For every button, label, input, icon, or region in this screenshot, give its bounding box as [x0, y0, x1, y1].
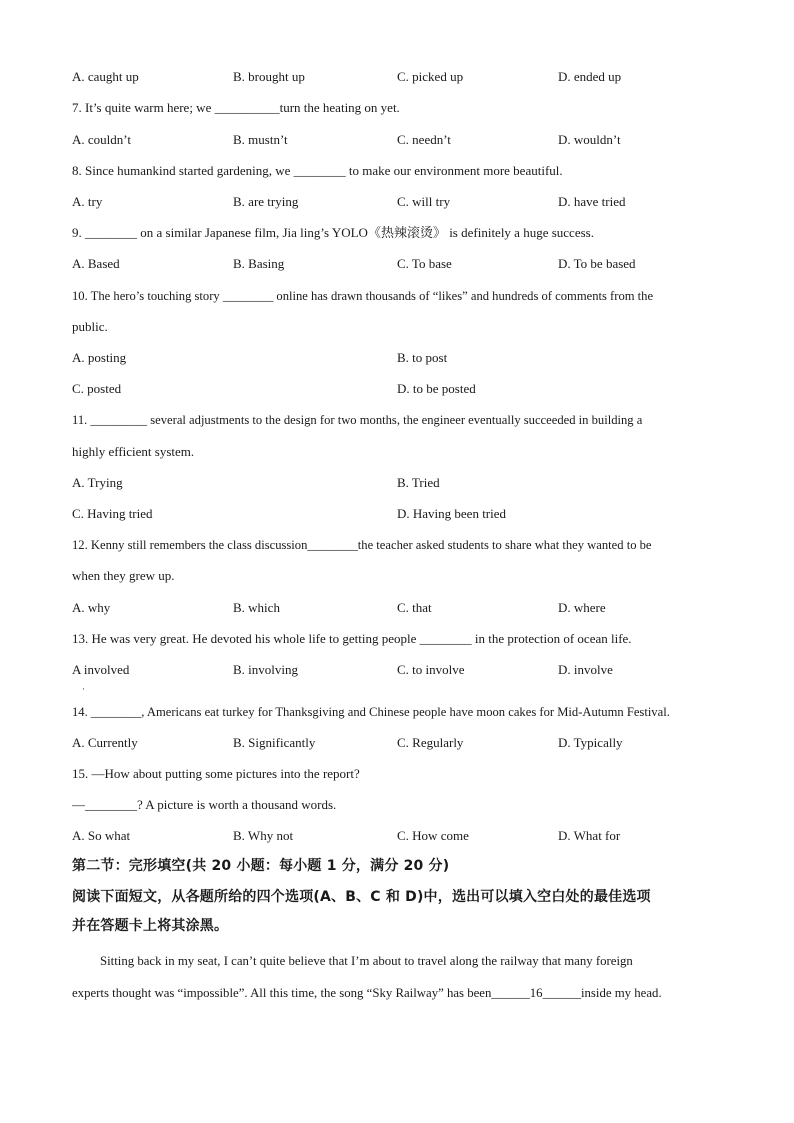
option-c: C. will try	[397, 194, 451, 209]
option-a: A. Based	[72, 256, 120, 271]
instructions-line-1: 阅读下面短文，从各题所给的四个选项(A、B、C 和 D)中，选出可以填入空白处的最佳选项	[72, 889, 651, 905]
option-b: B. involving	[233, 662, 299, 677]
option-a: A. caught up	[72, 69, 139, 84]
option-d: D. to be posted	[397, 381, 476, 396]
question-11-line-2: highly efficient system.	[72, 444, 195, 459]
question-11-line-1: 11. _________ several adjustments to the design for two months, the engineer eventually succeeded in building a	[72, 413, 643, 427]
option-a: A. posting	[72, 350, 127, 365]
option-d: D. where	[558, 600, 606, 615]
option-b: B. to post	[397, 350, 448, 365]
option-c: C. picked up	[397, 69, 464, 84]
option-a: A. try	[72, 194, 103, 209]
stray-dot: ·	[82, 684, 85, 694]
option-c: C. needn’t	[397, 132, 451, 147]
option-c: C. that	[397, 600, 432, 615]
passage-line-2: experts thought was “impossible”. All this time, the song “Sky Railway” has been______16______inside my head.	[72, 986, 662, 1000]
option-b: B. Basing	[233, 256, 285, 271]
option-c: C. Having tried	[72, 506, 153, 521]
option-b: B. are trying	[233, 194, 299, 209]
question-13: 13. He was very great. He devoted his whole life to getting people ________ in the protection of ocean life.	[72, 631, 632, 646]
option-a: A. So what	[72, 828, 131, 843]
question-10-line-1: 10. The hero’s touching story ________ online has drawn thousands of “likes” and hundreds of comments from the	[72, 289, 654, 303]
option-b: B. brought up	[233, 69, 305, 84]
option-a: A. Currently	[72, 735, 138, 750]
option-b: B. Tried	[397, 475, 440, 490]
option-c: C. Regularly	[397, 735, 464, 750]
option-d: D. wouldn’t	[558, 132, 621, 147]
option-d: D. involve	[558, 662, 613, 677]
option-a: A. Trying	[72, 475, 123, 490]
question-10-line-2: public.	[72, 319, 108, 334]
question-15-line-1: 15. —How about putting some pictures into the report?	[72, 766, 360, 781]
option-b: B. which	[233, 600, 280, 615]
option-b: B. Why not	[233, 828, 294, 843]
option-d: D. have tried	[558, 194, 626, 209]
option-d: D. Having been tried	[397, 506, 507, 521]
option-b: B. mustn’t	[233, 132, 288, 147]
question-8: 8. Since humankind started gardening, we ________ to make our environment more beautiful.	[72, 163, 563, 178]
option-d: D. To be based	[558, 256, 636, 271]
question-15-line-2: —________? A picture is worth a thousand words.	[72, 797, 337, 812]
option-b: B. Significantly	[233, 735, 316, 750]
option-c: C. to involve	[397, 662, 465, 677]
question-12-line-1: 12. Kenny still remembers the class discussion________the teacher asked students to share what they wanted to be	[72, 538, 652, 552]
passage-line-1: Sitting back in my seat, I can’t quite believe that I’m about to travel along the railway that many foreign	[100, 954, 633, 968]
option-a: A. couldn’t	[72, 132, 131, 147]
option-c: C. posted	[72, 381, 122, 396]
instructions-line-2: 并在答题卡上将其涂黑。	[72, 918, 229, 934]
question-12-line-2: when they grew up.	[72, 568, 175, 583]
option-d: D. ended up	[558, 69, 622, 84]
question-7: 7. It’s quite warm here; we __________turn the heating on yet.	[72, 100, 400, 115]
option-a: A involved	[72, 662, 130, 677]
option-c: C. How come	[397, 828, 469, 843]
section-heading: 第二节：完形填空(共 20 小题：每小题 1 分，满分 20 分)	[72, 858, 450, 874]
option-a: A. why	[72, 600, 111, 615]
question-14: 14. ________, Americans eat turkey for Thanksgiving and Chinese people have moon cakes for Mid-Autumn Festival.	[72, 705, 670, 719]
option-d: D. Typically	[558, 735, 623, 750]
option-c: C. To base	[397, 256, 452, 271]
question-9: 9. ________ on a similar Japanese film, Jia ling’s YOLO《热辣滚烫》 is definitely a huge success.	[72, 225, 594, 240]
option-d: D. What for	[558, 828, 621, 843]
